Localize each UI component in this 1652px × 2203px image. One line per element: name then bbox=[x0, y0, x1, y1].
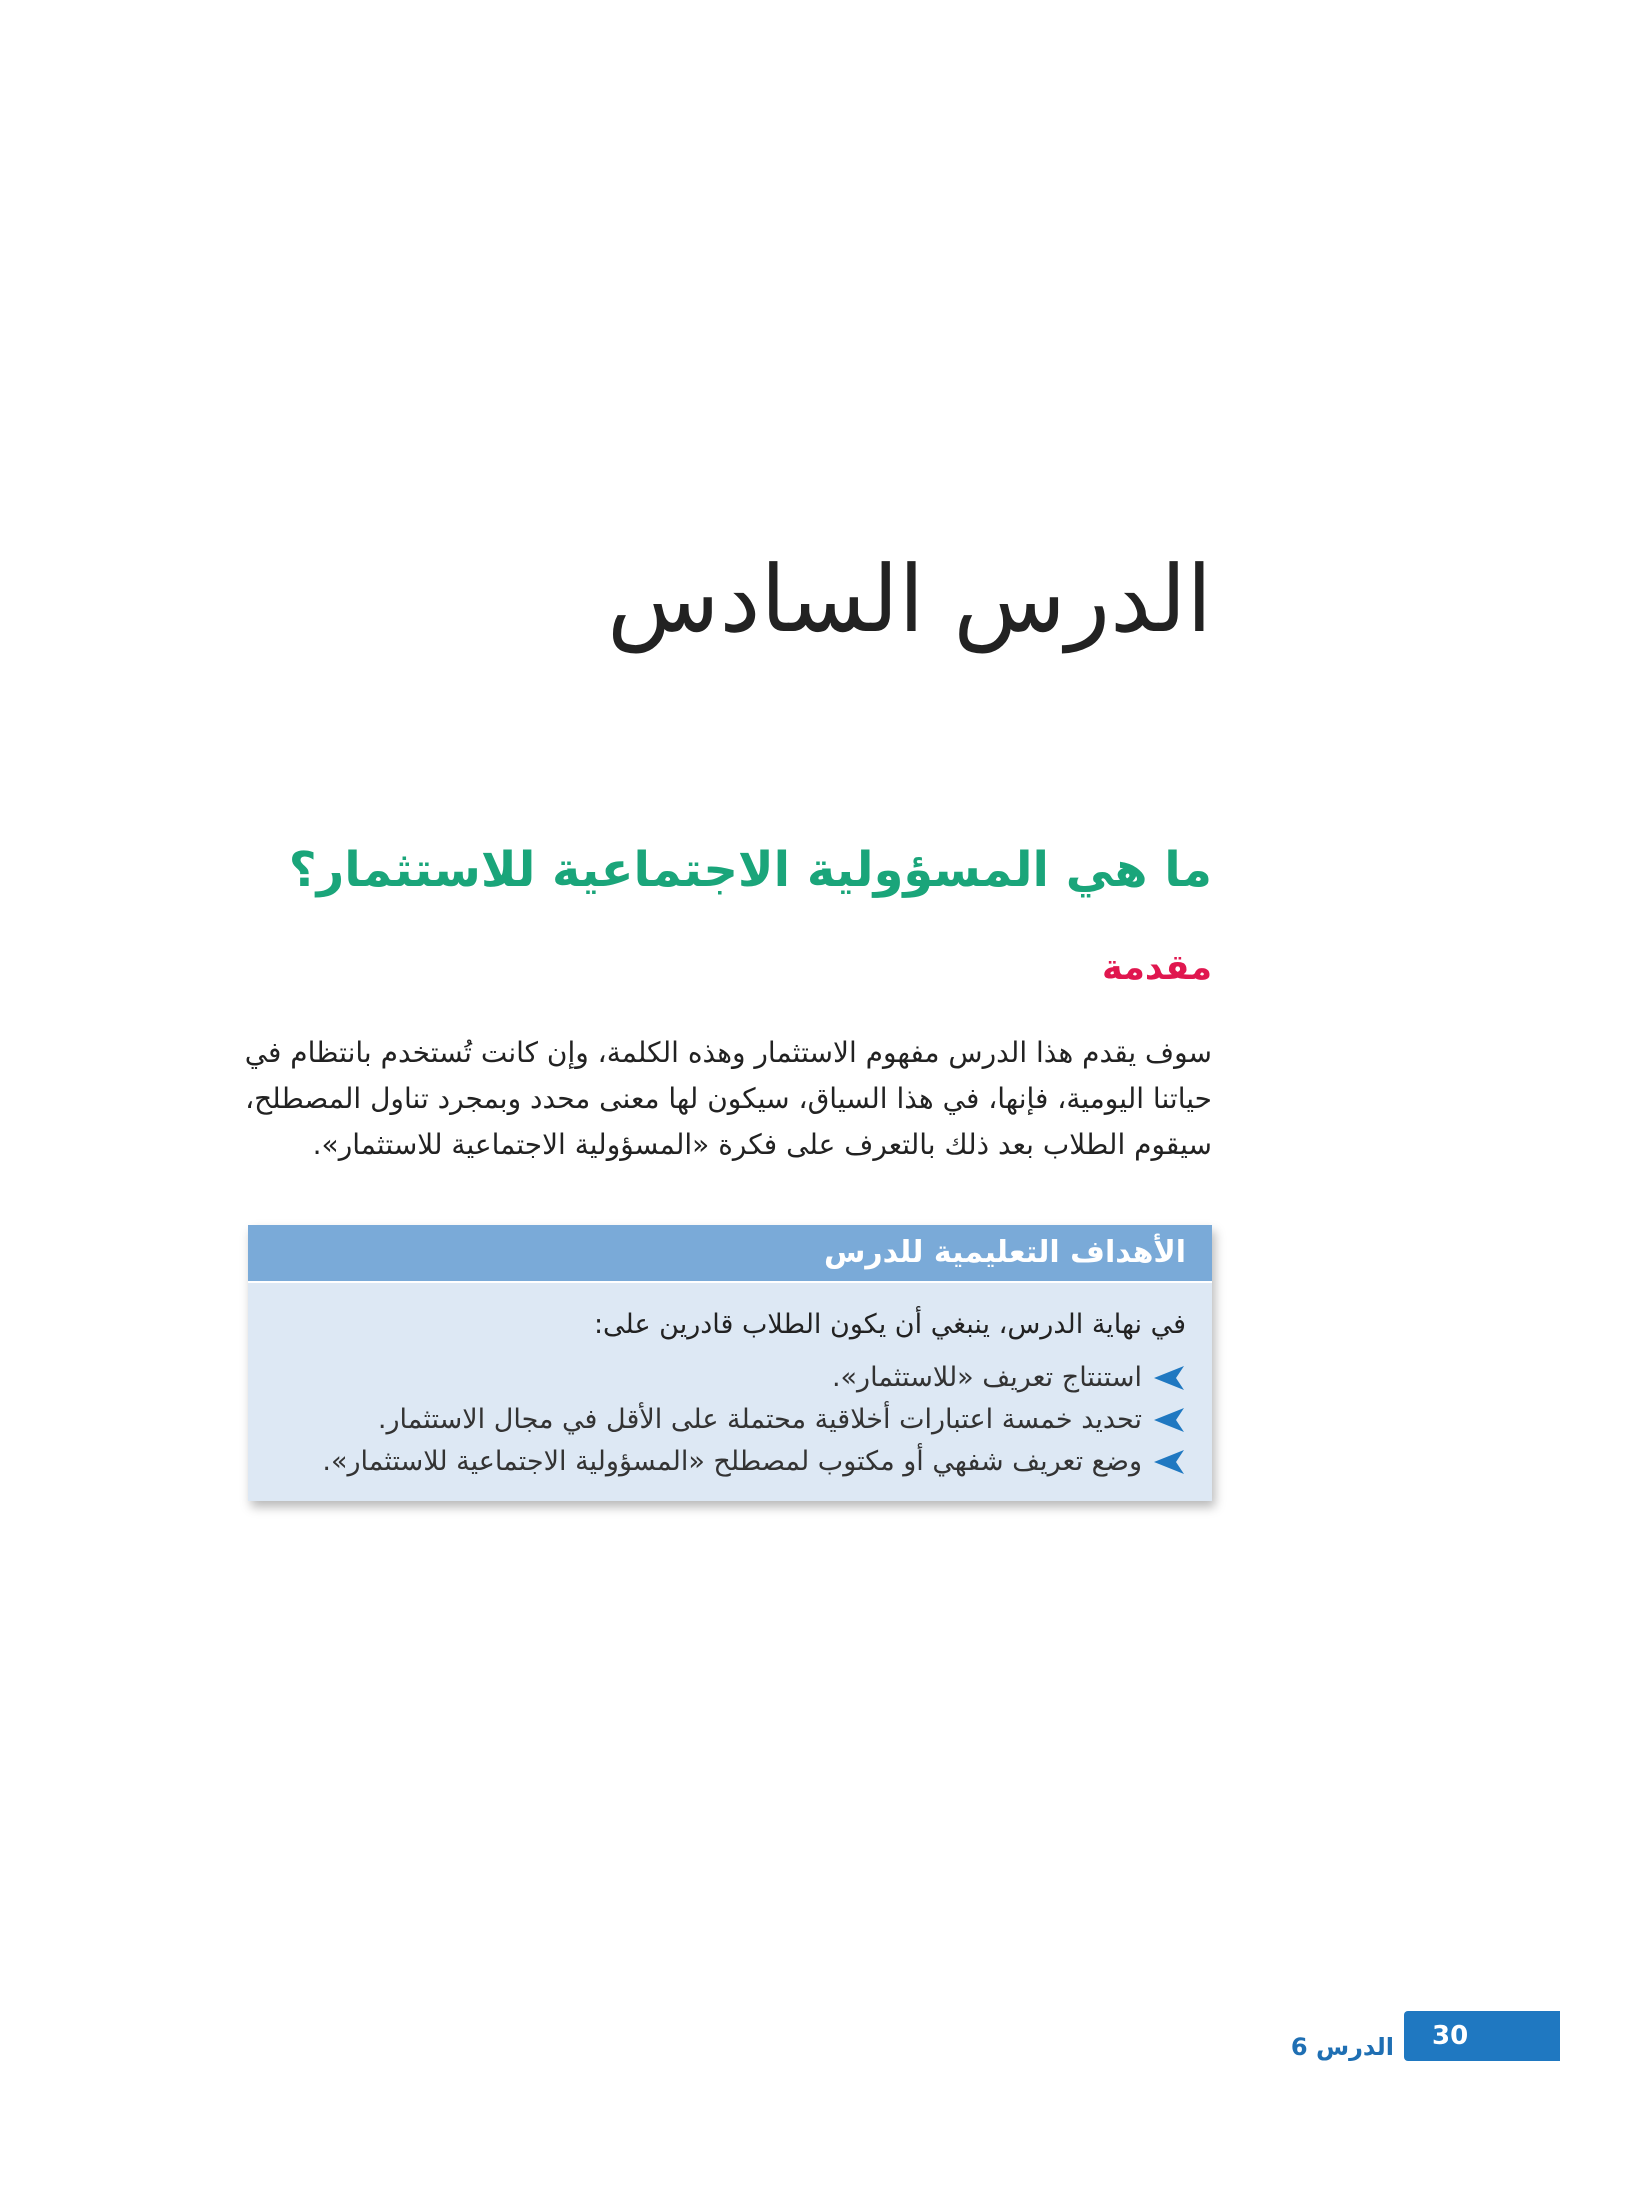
objective-text: تحديد خمسة اعتبارات أخلاقية محتملة على الأقل في مجال الاستثمار. bbox=[377, 1404, 1142, 1435]
objective-item bbox=[274, 1357, 1186, 1399]
arrow-bullet-icon bbox=[1152, 1365, 1186, 1391]
arrow-bullet-icon bbox=[1152, 1407, 1186, 1433]
intro-heading: مقدمة bbox=[1102, 948, 1212, 988]
objectives-header: الأهداف التعليمية للدرس bbox=[248, 1225, 1212, 1283]
objective-item bbox=[274, 1441, 1186, 1483]
objective-text: وضع تعريف شفهي أو مكتوب لمصطلح «المسؤولية الاجتماعية للاستثمار». bbox=[322, 1446, 1142, 1477]
footer-lesson-label: الدرس 6 bbox=[1290, 2033, 1394, 2061]
arrow-bullet-icon bbox=[1152, 1449, 1186, 1475]
intro-paragraph: سوف يقدم هذا الدرس مفهوم الاستثمار وهذه الكلمة، وإن كانت تُستخدم بانتظام في حياتنا اليومية، فإنها، في هذا السياق، سيكون لها معنى محدد وبمجرد تناول المصطلح، سيقوم الطلاب بعد ذلك بالتعرف على فكرة «المسؤولية الاجتماعية للاستثمار». bbox=[244, 1036, 1212, 1161]
objectives-lead: في نهاية الدرس، ينبغي أن يكون الطلاب قادرين على: bbox=[593, 1309, 1186, 1340]
objectives-body bbox=[248, 1283, 1212, 1501]
learning-objectives-box bbox=[248, 1225, 1212, 1501]
objective-item bbox=[274, 1399, 1186, 1441]
objective-text: استنتاج تعريف «للاستثمار». bbox=[831, 1362, 1142, 1393]
page-number: 30 bbox=[1432, 2021, 1469, 2051]
objectives-list bbox=[274, 1357, 1186, 1483]
page-number-tab bbox=[1404, 2011, 1560, 2061]
lesson-title: الدرس السادس bbox=[607, 546, 1212, 653]
section-heading: ما هي المسؤولية الاجتماعية للاستثمار؟ bbox=[288, 842, 1212, 898]
